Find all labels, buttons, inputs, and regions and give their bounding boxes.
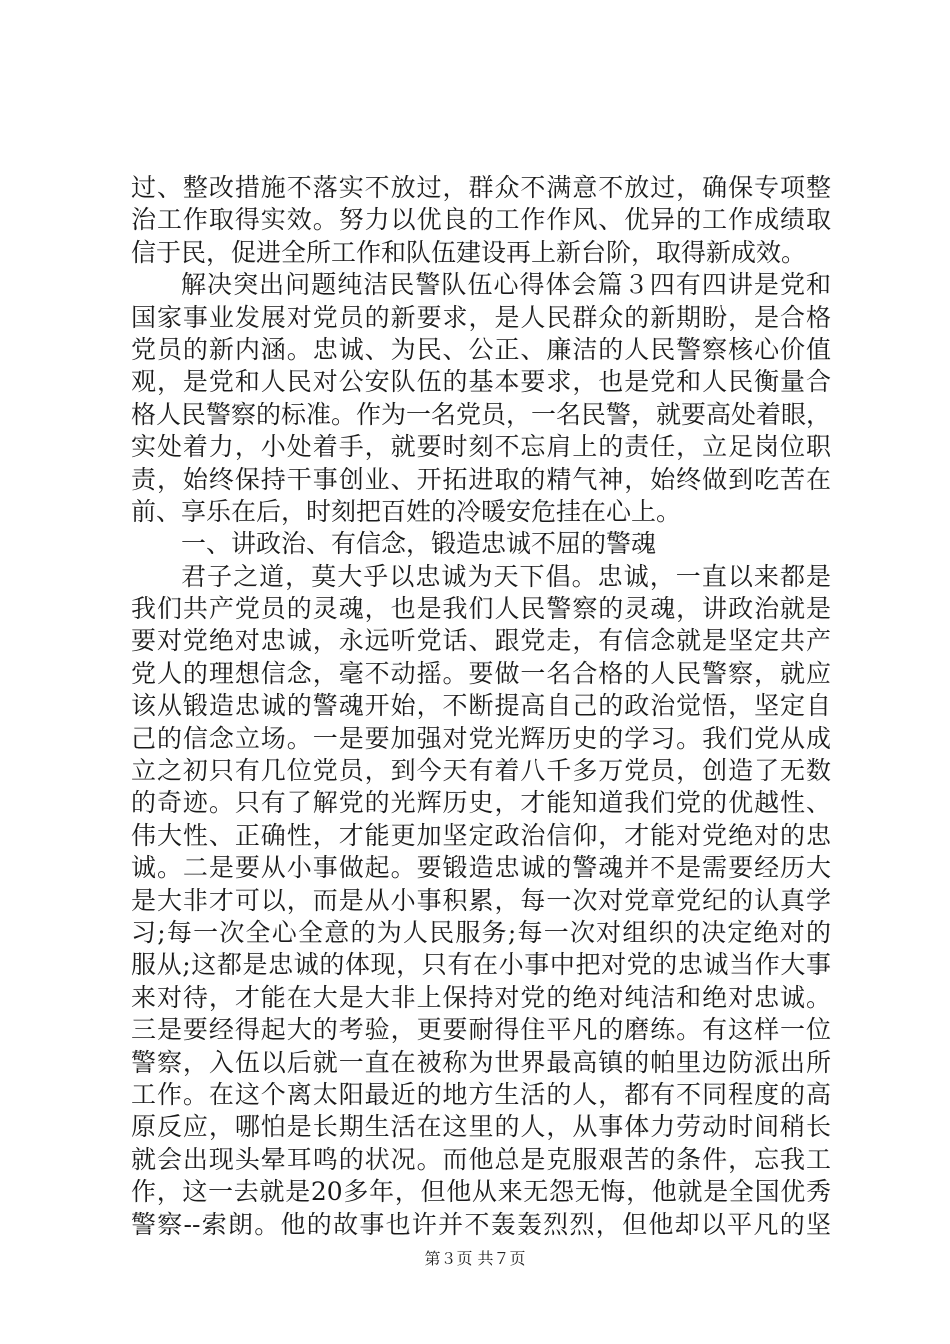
section-heading: 一、讲政治、有信念，锻造忠诚不屈的警魂 [181,529,657,559]
text-line: 就会出现头晕耳鸣的状况。而他总是克服艰苦的条件，忘我工 [131,1144,831,1174]
text-line: 该从锻造忠诚的警魂开始，不断提高自己的政治觉悟，坚定自 [131,691,831,721]
document-body [131,172,831,1241]
text-line: 习;每一次全心全意的为人民服务;每一次对组织的决定绝对的 [131,917,831,947]
text-line: 实处着力，小处着手，就要时刻不忘肩上的责任，立足岗位职 [131,432,831,462]
text-line: 我们共产党员的灵魂，也是我们人民警察的灵魂，讲政治就是 [131,594,831,624]
text-line: 诚。二是要从小事做起。要锻造忠诚的警魂并不是需要经历大 [131,853,831,883]
text-line: 国家事业发展对党员的新要求，是人民群众的新期盼，是合格 [131,302,831,332]
text-line: 的奇迹。只有了解党的光辉历史，才能知道我们党的优越性、 [131,788,831,818]
text-line: 格人民警察的标准。作为一名党员，一名民警，就要高处着眼， [131,399,832,429]
text-line: 前、享乐在后，时刻把百姓的冷暖安危挂在心上。 [131,496,682,526]
text-line: 治工作取得实效。努力以优良的工作作风、优异的工作成绩取 [131,205,831,235]
text-line: 工作。在这个离太阳最近的地方生活的人，都有不同程度的高 [131,1079,831,1109]
text-line: 观，是党和人民对公安队伍的基本要求，也是党和人民衡量合 [131,367,831,397]
text-line: 作，这一去就是20多年，但他从来无怨无悔，他就是全国优秀 [131,1177,831,1207]
text-line: 要对党绝对忠诚，永远听党话、跟党走，有信念就是坚定共产 [131,626,831,656]
text-line: 己的信念立场。一是要加强对党光辉历史的学习。我们党从成 [131,723,831,753]
text-line: 警察--索朗。他的故事也许并不轰轰烈烈，但他却以平凡的坚 [131,1209,831,1239]
text-line: 君子之道，莫大乎以忠诚为天下倡。忠诚，一直以来都是 [181,561,831,591]
text-line: 是大非才可以，而是从小事积累，每一次对党章党纪的认真学 [131,885,831,915]
text-line: 信于民，促进全所工作和队伍建设再上新台阶，取得新成效。 [131,237,807,267]
text-line: 原反应，哪怕是长期生活在这里的人，从事体力劳动时间稍长 [131,1112,831,1142]
text-line: 党员的新内涵。忠诚、为民、公正、廉洁的人民警察核心价值 [131,334,831,364]
text-line: 三是要经得起大的考验，更要耐得住平凡的磨练。有这样一位 [131,1015,831,1045]
text-line: 责，始终保持干事创业、开拓进取的精气神，始终做到吃苦在 [131,464,831,494]
text-line: 党人的理想信念，毫不动摇。要做一名合格的人民警察，就应 [131,658,831,688]
text-line: 解决突出问题纯洁民警队伍心得体会篇３四有四讲是党和 [181,270,831,300]
page-number-footer: 第３页 共７页 [424,1249,526,1268]
text-line: 伟大性、正确性，才能更加坚定政治信仰，才能对党绝对的忠 [131,820,831,850]
text-line: 警察，入伍以后就一直在被称为世界最高镇的帕里边防派出所 [131,1047,831,1077]
text-line: 过、整改措施不落实不放过，群众不满意不放过，确保专项整 [131,173,831,202]
text-line: 服从;这都是忠诚的体现，只有在小事中把对党的忠诚当作大事 [131,950,831,980]
text-line: 来对待，才能在大是大非上保持对党的绝对纯洁和绝对忠诚。 [131,982,831,1012]
text-line: 立之初只有几位党员，到今天有着八千多万党员，创造了无数 [131,756,831,786]
